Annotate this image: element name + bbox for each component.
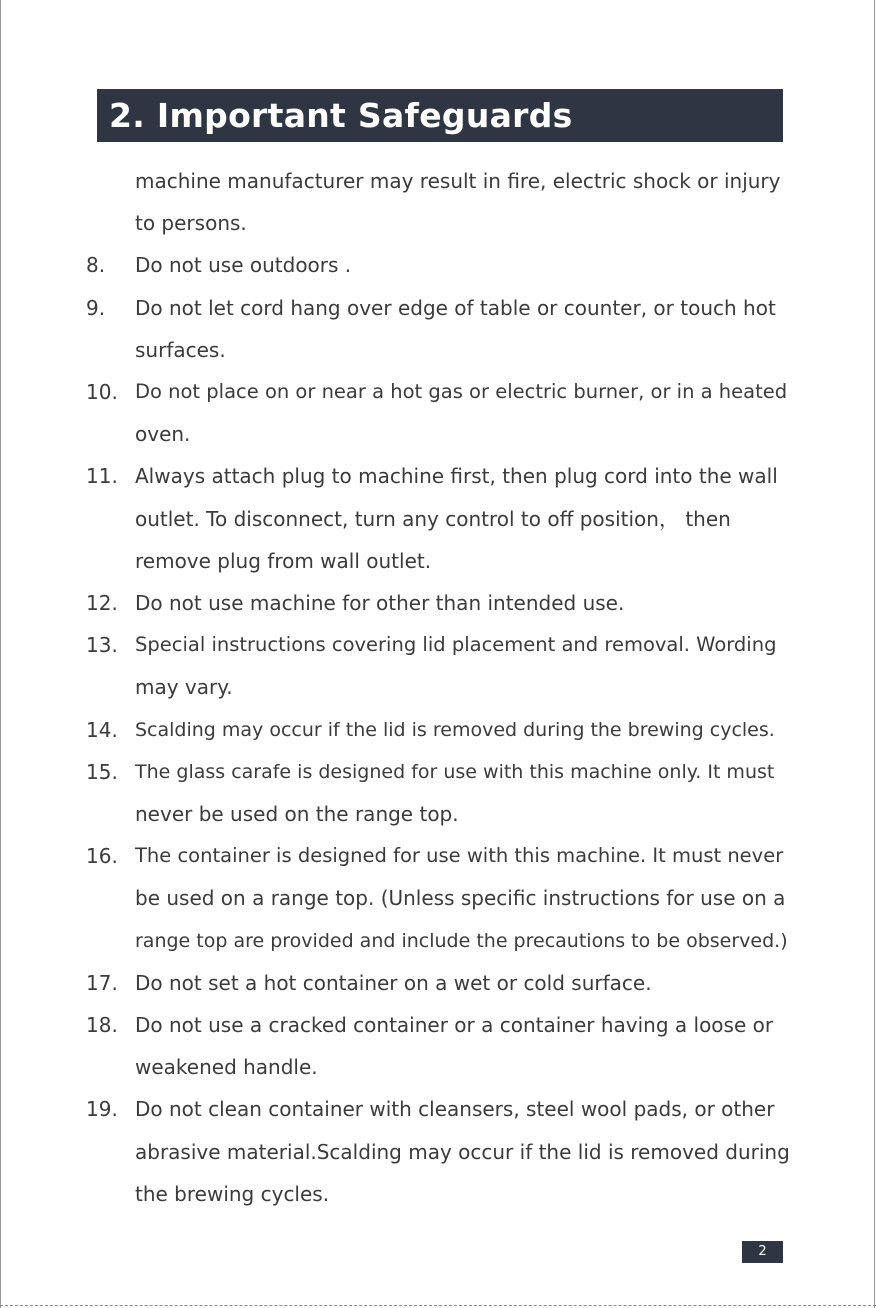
item-number: 12. <box>86 591 118 615</box>
item-text-line: Do not use outdoors . <box>135 253 352 278</box>
item-number: 15. <box>86 759 118 784</box>
item-number: 14. <box>86 717 118 742</box>
section-title-bar <box>97 89 783 142</box>
item-number: 13. <box>86 633 118 658</box>
item-text-line: never be used on the range top. <box>135 802 459 826</box>
item-text-line: may vary. <box>135 675 233 700</box>
item-text-line: Do not place on or near a hot gas or electric burner, or in a heated <box>135 380 788 403</box>
item-number: 10. <box>86 380 118 404</box>
item-text-line: The glass carafe is designed for use with this machine only. It must <box>135 760 775 783</box>
item-number: 19. <box>86 1097 118 1122</box>
item-number: 11. <box>86 464 118 489</box>
item-text-line: Always attach plug to machine first, then plug cord into the wall <box>135 464 778 489</box>
item-text-line: weakened handle. <box>135 1055 318 1080</box>
item-text-line: Do not let cord hang over edge of table or counter, or touch hot <box>135 295 776 320</box>
page-border-right <box>874 0 875 1308</box>
item-number: 9. <box>86 295 106 320</box>
item-text-line: oven. <box>135 422 191 447</box>
item-text-line: Do not use a cracked container or a container having a loose or <box>135 1013 774 1037</box>
item-number: 17. <box>86 970 118 995</box>
item-text-line: the brewing cycles. <box>135 1181 330 1206</box>
continuation-line: machine manufacturer may result in fire, electric shock or injury <box>135 169 781 193</box>
item-text-line: The container is designed for use with this machine. It must never <box>135 844 784 868</box>
continuation-line: to persons. <box>135 211 247 236</box>
page-number: 2 <box>742 1241 783 1263</box>
item-text-line: surfaces. <box>135 337 226 362</box>
item-text-line: Scalding may occur if the lid is removed during the brewing cycles. <box>135 718 775 741</box>
item-text-line: Do not set a hot container on a wet or cold surface. <box>135 970 652 995</box>
item-number: 8. <box>86 253 106 278</box>
item-text-line: Do not clean container with cleansers, steel wool pads, or other <box>135 1097 775 1122</box>
item-text-line: Special instructions covering lid placement and removal. Wording <box>135 633 777 657</box>
item-text-line: outlet. To disconnect, turn any control to off position， then <box>135 506 731 531</box>
item-number: 18. <box>86 1013 118 1037</box>
item-text-line: abrasive material.Scalding may occur if the lid is removed during <box>135 1139 790 1164</box>
item-text-line: range top are provided and include the precautions to be observed.) <box>135 929 788 952</box>
item-text-line: remove plug from wall outlet. <box>135 548 432 573</box>
item-number: 16. <box>86 844 118 869</box>
item-text-line: Do not use machine for other than intended use. <box>135 591 625 615</box>
section-title: 2. Important Safeguards <box>109 96 573 135</box>
page-border-left <box>0 0 1 1308</box>
page-border-bottom <box>0 1305 876 1306</box>
item-text-line: be used on a range top. (Unless specific instructions for use on a <box>135 886 786 911</box>
